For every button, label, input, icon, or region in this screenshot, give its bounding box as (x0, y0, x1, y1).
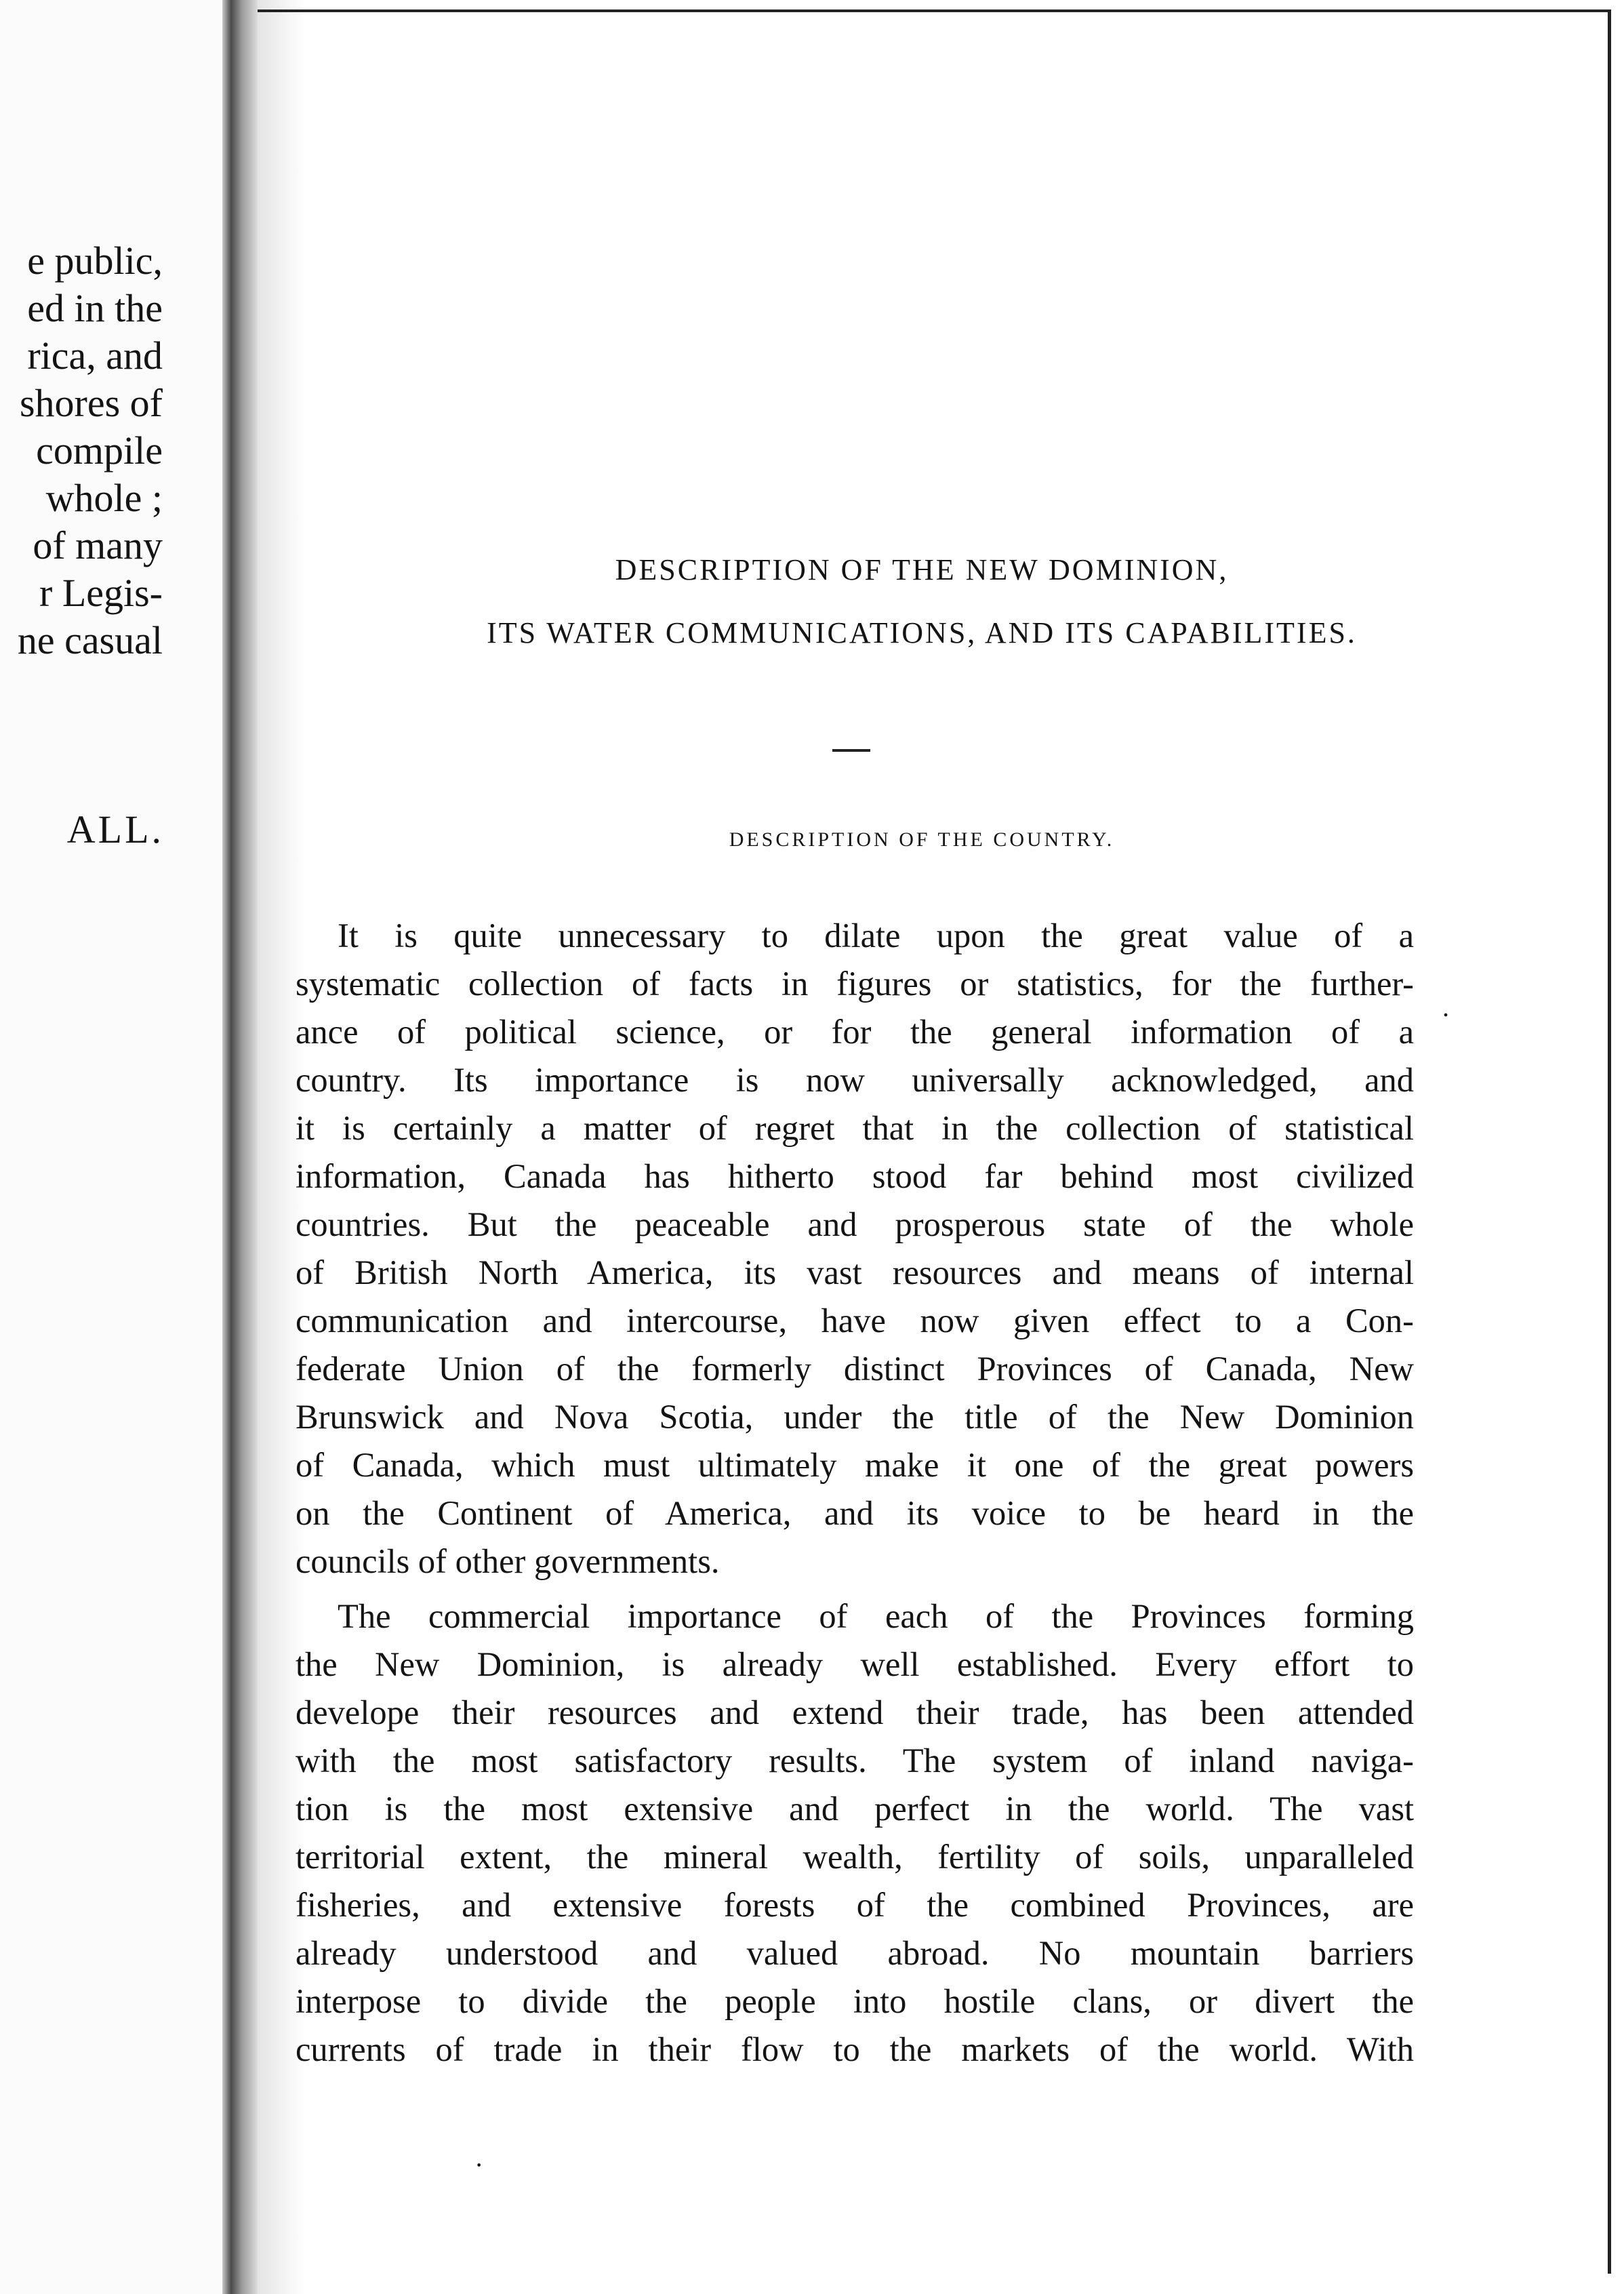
body-line: of British North America, its vast resources and means of internal (296, 1253, 1414, 1291)
body-line: ance of political science, or for the general information of a (296, 1013, 1414, 1051)
body-line: countries. But the peaceable and prosperous state of the whole (296, 1205, 1414, 1243)
body-line: interpose to divide the people into hostile clans, or divert the (296, 1982, 1414, 2020)
body-line: of Canada, which must ultimately make it one of the great powers (296, 1446, 1414, 1484)
body-line: develope their resources and extend their trade, has been attended (296, 1693, 1414, 1731)
body-line: Brunswick and Nova Scotia, under the title of the New Dominion (296, 1398, 1414, 1436)
facing-page-line: ed in the (27, 286, 163, 330)
body-line: on the Continent of America, and its voice to be heard in the (296, 1494, 1414, 1532)
facing-page-line: whole ; (45, 476, 163, 520)
body-line: systematic collection of facts in figures or statistics, for the further- (296, 965, 1414, 1003)
body-line: territorial extent, the mineral wealth, fertility of soils, unparalleled (296, 1838, 1414, 1876)
body-line: already understood and valued abroad. No mountain barriers (296, 1934, 1414, 1972)
title-divider (832, 749, 870, 752)
facing-page-line: rica, and (27, 334, 163, 378)
body-line: currents of trade in their flow to the markets of the world. With (296, 2030, 1414, 2068)
facing-page-line: shores of (19, 381, 163, 425)
facing-page-line: ne casual (17, 618, 163, 662)
body-line: communication and intercourse, have now given effect to a Con- (296, 1302, 1414, 1340)
body-line: councils of other governments. (296, 1542, 720, 1580)
facing-page-signature: ALL. (66, 807, 164, 851)
print-speck: . (1442, 992, 1449, 1022)
facing-page-text (18, 237, 163, 664)
book-gutter (222, 0, 258, 2294)
body-line: with the most satisfactory results. The system of inland naviga- (296, 1742, 1414, 1779)
chapter-title-line-2: ITS WATER COMMUNICATIONS, AND ITS CAPABILITIES. (487, 616, 1357, 649)
body-line: it is certainly a matter of regret that in the collection of statistical (296, 1109, 1414, 1147)
print-speck: · (474, 2150, 484, 2180)
body-line: It is quite unnecessary to dilate upon the great value of a (338, 917, 1414, 954)
body-line: fisheries, and extensive forests of the combined Provinces, are (296, 1886, 1414, 1924)
section-title: DESCRIPTION OF THE COUNTRY. (729, 828, 1115, 851)
paragraph-gap (296, 1586, 1414, 1592)
facing-page-fragment (0, 0, 224, 2294)
body-line: The commercial importance of each of the Provinces forming (338, 1597, 1414, 1635)
body-text (296, 912, 1414, 2074)
body-line: the New Dominion, is already well established. Every effort to (296, 1645, 1414, 1683)
body-line: tion is the most extensive and perfect in the world. The vast (296, 1790, 1414, 1828)
facing-page-line: compile (36, 428, 163, 472)
facing-page-line: e public, (27, 239, 163, 283)
body-line: information, Canada has hitherto stood far behind most civilized (296, 1157, 1414, 1195)
chapter-title-line-1: DESCRIPTION OF THE NEW DOMINION, (615, 553, 1229, 586)
page-top-edge (258, 9, 1610, 12)
body-line: country. Its importance is now universally acknowledged, and (296, 1061, 1414, 1099)
page-right-edge (1608, 9, 1611, 2274)
facing-page-line: r Legis- (39, 571, 163, 615)
facing-page-line: of many (33, 523, 163, 567)
body-line: federate Union of the formerly distinct Provinces of Canada, New (296, 1350, 1414, 1388)
